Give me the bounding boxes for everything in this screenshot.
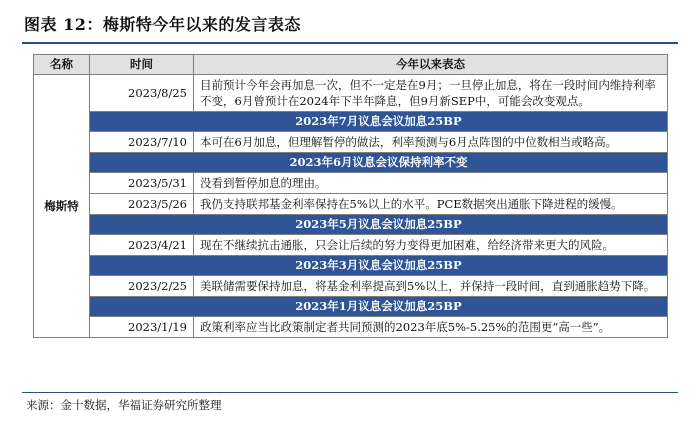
table-row bbox=[34, 75, 668, 112]
row-statement: 目前预计今年会再加息一次，但不一定是在9月；一旦停止加息，将在一段时间内维持利率不变，6月曾预计在2024年下半年降息，但9月新SEP中，可能会改变观点。 bbox=[194, 75, 668, 112]
row-date: 2023/5/26 bbox=[90, 194, 194, 215]
row-statement: 没看到暂停加息的理由。 bbox=[194, 173, 668, 194]
row-date: 2023/4/21 bbox=[90, 235, 194, 256]
meeting-section-label: 2023年3月议息会议加息25BP bbox=[90, 256, 668, 276]
row-date: 2023/2/25 bbox=[90, 276, 194, 297]
statements-table bbox=[33, 54, 668, 338]
row-statement: 美联储需要保持加息，将基金利率提高到5%以上，并保持一段时间，直到通胀趋势下降。 bbox=[194, 276, 668, 297]
meeting-section-label: 2023年1月议息会议加息25BP bbox=[90, 297, 668, 317]
header-row bbox=[34, 55, 668, 75]
table-row bbox=[34, 173, 668, 194]
meeting-section-row bbox=[34, 215, 668, 235]
row-date: 2023/8/25 bbox=[90, 75, 194, 112]
meeting-section-row bbox=[34, 256, 668, 276]
table-row bbox=[34, 194, 668, 215]
meeting-section-label: 2023年7月议息会议加息25BP bbox=[90, 112, 668, 132]
meeting-section-label: 2023年5月议息会议加息25BP bbox=[90, 215, 668, 235]
person-name: 梅斯特 bbox=[34, 75, 90, 338]
table-row bbox=[34, 132, 668, 153]
row-date: 2023/7/10 bbox=[90, 132, 194, 153]
meeting-section-label: 2023年6月议息会议保持利率不变 bbox=[90, 153, 668, 173]
row-date: 2023/1/19 bbox=[90, 317, 194, 338]
table-row bbox=[34, 276, 668, 297]
bottom-rule bbox=[22, 392, 678, 393]
figure-title: 图表 12：梅斯特今年以来的发言表态 bbox=[24, 15, 301, 34]
header-statement: 今年以来表态 bbox=[194, 55, 668, 75]
row-statement: 我仍支持联邦基金利率保持在5%以上的水平。PCE数据突出通胀下降进程的缓慢。 bbox=[194, 194, 668, 215]
row-statement: 现在不继续抗击通胀，只会让后续的努力变得更加困难，给经济带来更大的风险。 bbox=[194, 235, 668, 256]
header-time: 时间 bbox=[90, 55, 194, 75]
top-rule bbox=[22, 42, 678, 44]
row-date: 2023/5/31 bbox=[90, 173, 194, 194]
table-row bbox=[34, 235, 668, 256]
meeting-section-row bbox=[34, 112, 668, 132]
source-note: 来源：金十数据，华福证券研究所整理 bbox=[26, 398, 222, 412]
row-statement: 本可在6月加息，但理解暂停的做法，利率预测与6月点阵图的中位数相当或略高。 bbox=[194, 132, 668, 153]
meeting-section-row bbox=[34, 153, 668, 173]
table-row bbox=[34, 317, 668, 338]
meeting-section-row bbox=[34, 297, 668, 317]
header-name: 名称 bbox=[34, 55, 90, 75]
row-statement: 政策利率应当比政策制定者共同预测的2023年底5%-5.25%的范围更“高一些”。 bbox=[194, 317, 668, 338]
